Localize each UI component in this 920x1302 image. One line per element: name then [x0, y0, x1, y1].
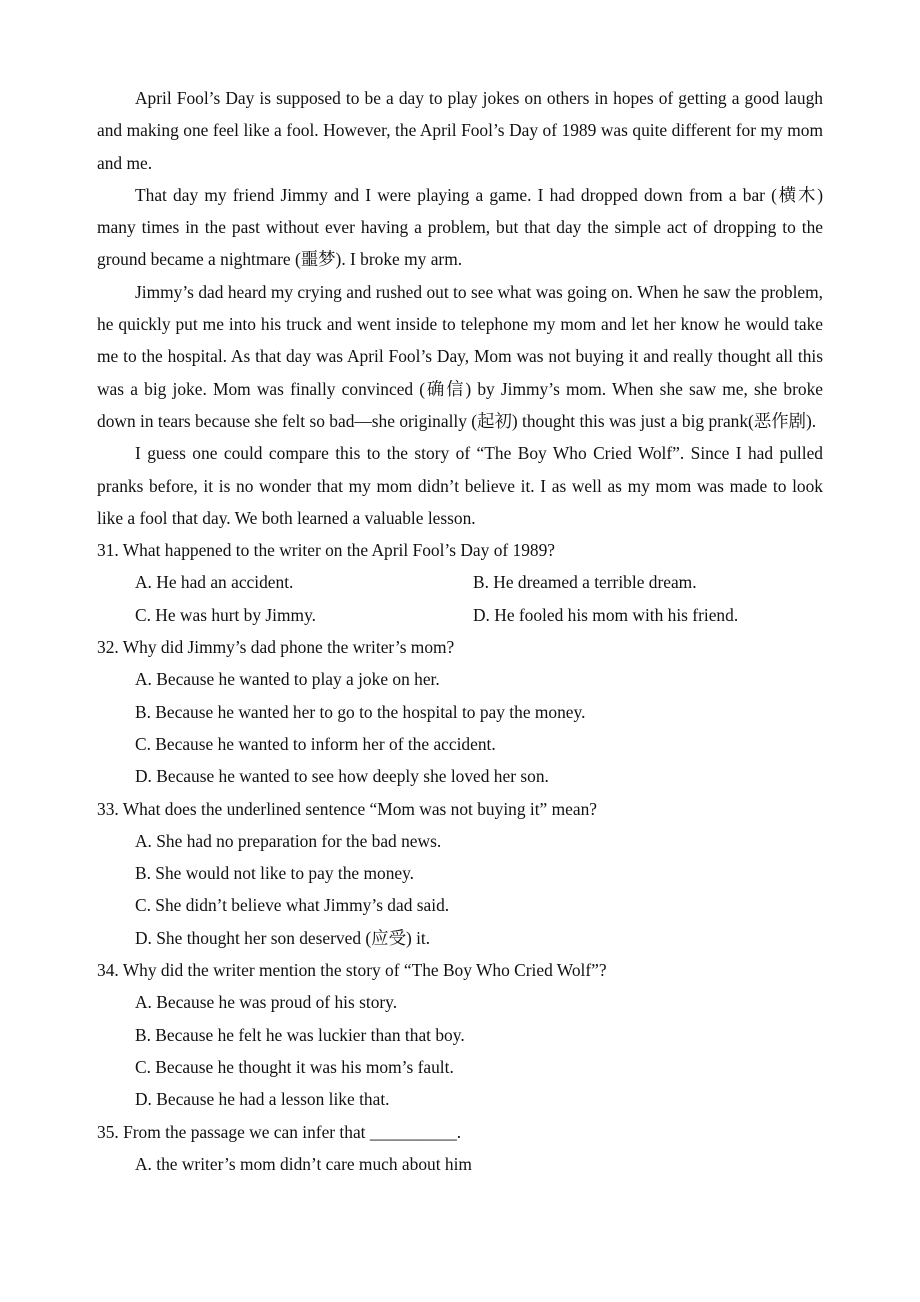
question-31-option-b: B. He dreamed a terrible dream. — [473, 572, 697, 593]
question-34-option-a: A. Because he was proud of his story. — [135, 992, 398, 1013]
passage-paragraph-3: Jimmy’s dad heard my crying and rushed out to see what was going on. When he saw the problem, he quickly put me into his truck and went inside to telephone my mom and let her know he would take me to the hospital. As that day was April Fool’s Day, Mom was not buying it and really thought all this was a big joke. Mom was finally convinced (确信) by Jimmy’s mom. When she saw me, she broke down in tears because she felt so bad—she originally (起初) thought this was just a big prank(恶作剧). — [97, 281, 823, 431]
question-34-text: 34. Why did the writer mention the story of “The Boy Who Cried Wolf”? — [97, 960, 607, 981]
question-34 — [97, 954, 823, 1115]
question-35-text: 35. From the passage we can infer that __________. — [97, 1121, 462, 1142]
question-32-option-c: C. Because he wanted to inform her of the accident. — [135, 733, 496, 754]
question-35 — [97, 1116, 823, 1181]
question-33-text: 33. What does the underlined sentence “Mom was not buying it” mean? — [97, 798, 598, 819]
question-34-option-c: C. Because he thought it was his mom’s fault. — [135, 1056, 454, 1077]
question-31-options — [97, 566, 823, 631]
question-32-text: 32. Why did Jimmy’s dad phone the writer’s mom? — [97, 637, 455, 658]
question-31 — [97, 534, 823, 631]
question-32-option-a: A. Because he wanted to play a joke on her. — [135, 669, 440, 690]
question-31-option-d: D. He fooled his mom with his friend. — [473, 604, 739, 625]
question-34-option-b: B. Because he felt he was luckier than that boy. — [135, 1024, 465, 1045]
question-33-option-d: D. She thought her son deserved (应受) it. — [135, 927, 431, 948]
question-31-text: 31. What happened to the writer on the April Fool’s Day of 1989? — [97, 540, 556, 561]
passage-paragraph-2: That day my friend Jimmy and I were playing a game. I had dropped down from a bar (横木) many times in the past without ever having a problem, but that day the simple act of dropping to the ground became a nightmare (噩梦). I broke my arm. — [97, 184, 823, 270]
question-33-option-c: C. She didn’t believe what Jimmy’s dad said. — [135, 895, 450, 916]
question-32-option-b: B. Because he wanted her to go to the hospital to pay the money. — [135, 701, 586, 722]
passage-paragraph-4: I guess one could compare this to the story of “The Boy Who Cried Wolf”. Since I had pulled pranks before, it is no wonder that my mom didn’t believe it. I as well as my mom was made to look like a fool that day. We both learned a valuable lesson. — [97, 443, 823, 528]
question-33-option-a: A. She had no preparation for the bad news. — [135, 830, 442, 851]
question-32 — [97, 631, 823, 792]
question-33-option-b: B. She would not like to pay the money. — [135, 863, 415, 884]
question-33 — [97, 793, 823, 954]
question-31-option-a: A. He had an accident. — [135, 572, 294, 593]
question-34-option-d: D. Because he had a lesson like that. — [135, 1089, 390, 1110]
passage-paragraph-1: April Fool’s Day is supposed to be a day to play jokes on others in hopes of getting a good laugh and making one feel like a fool. However, the April Fool’s Day of 1989 was quite different for my mom and me. — [97, 88, 823, 173]
question-35-option-a: A. the writer’s mom didn’t care much about him — [135, 1153, 472, 1174]
question-31-option-c: C. He was hurt by Jimmy. — [135, 604, 316, 625]
question-32-option-d: D. Because he wanted to see how deeply she loved her son. — [135, 766, 549, 787]
exam-page — [97, 82, 823, 1180]
